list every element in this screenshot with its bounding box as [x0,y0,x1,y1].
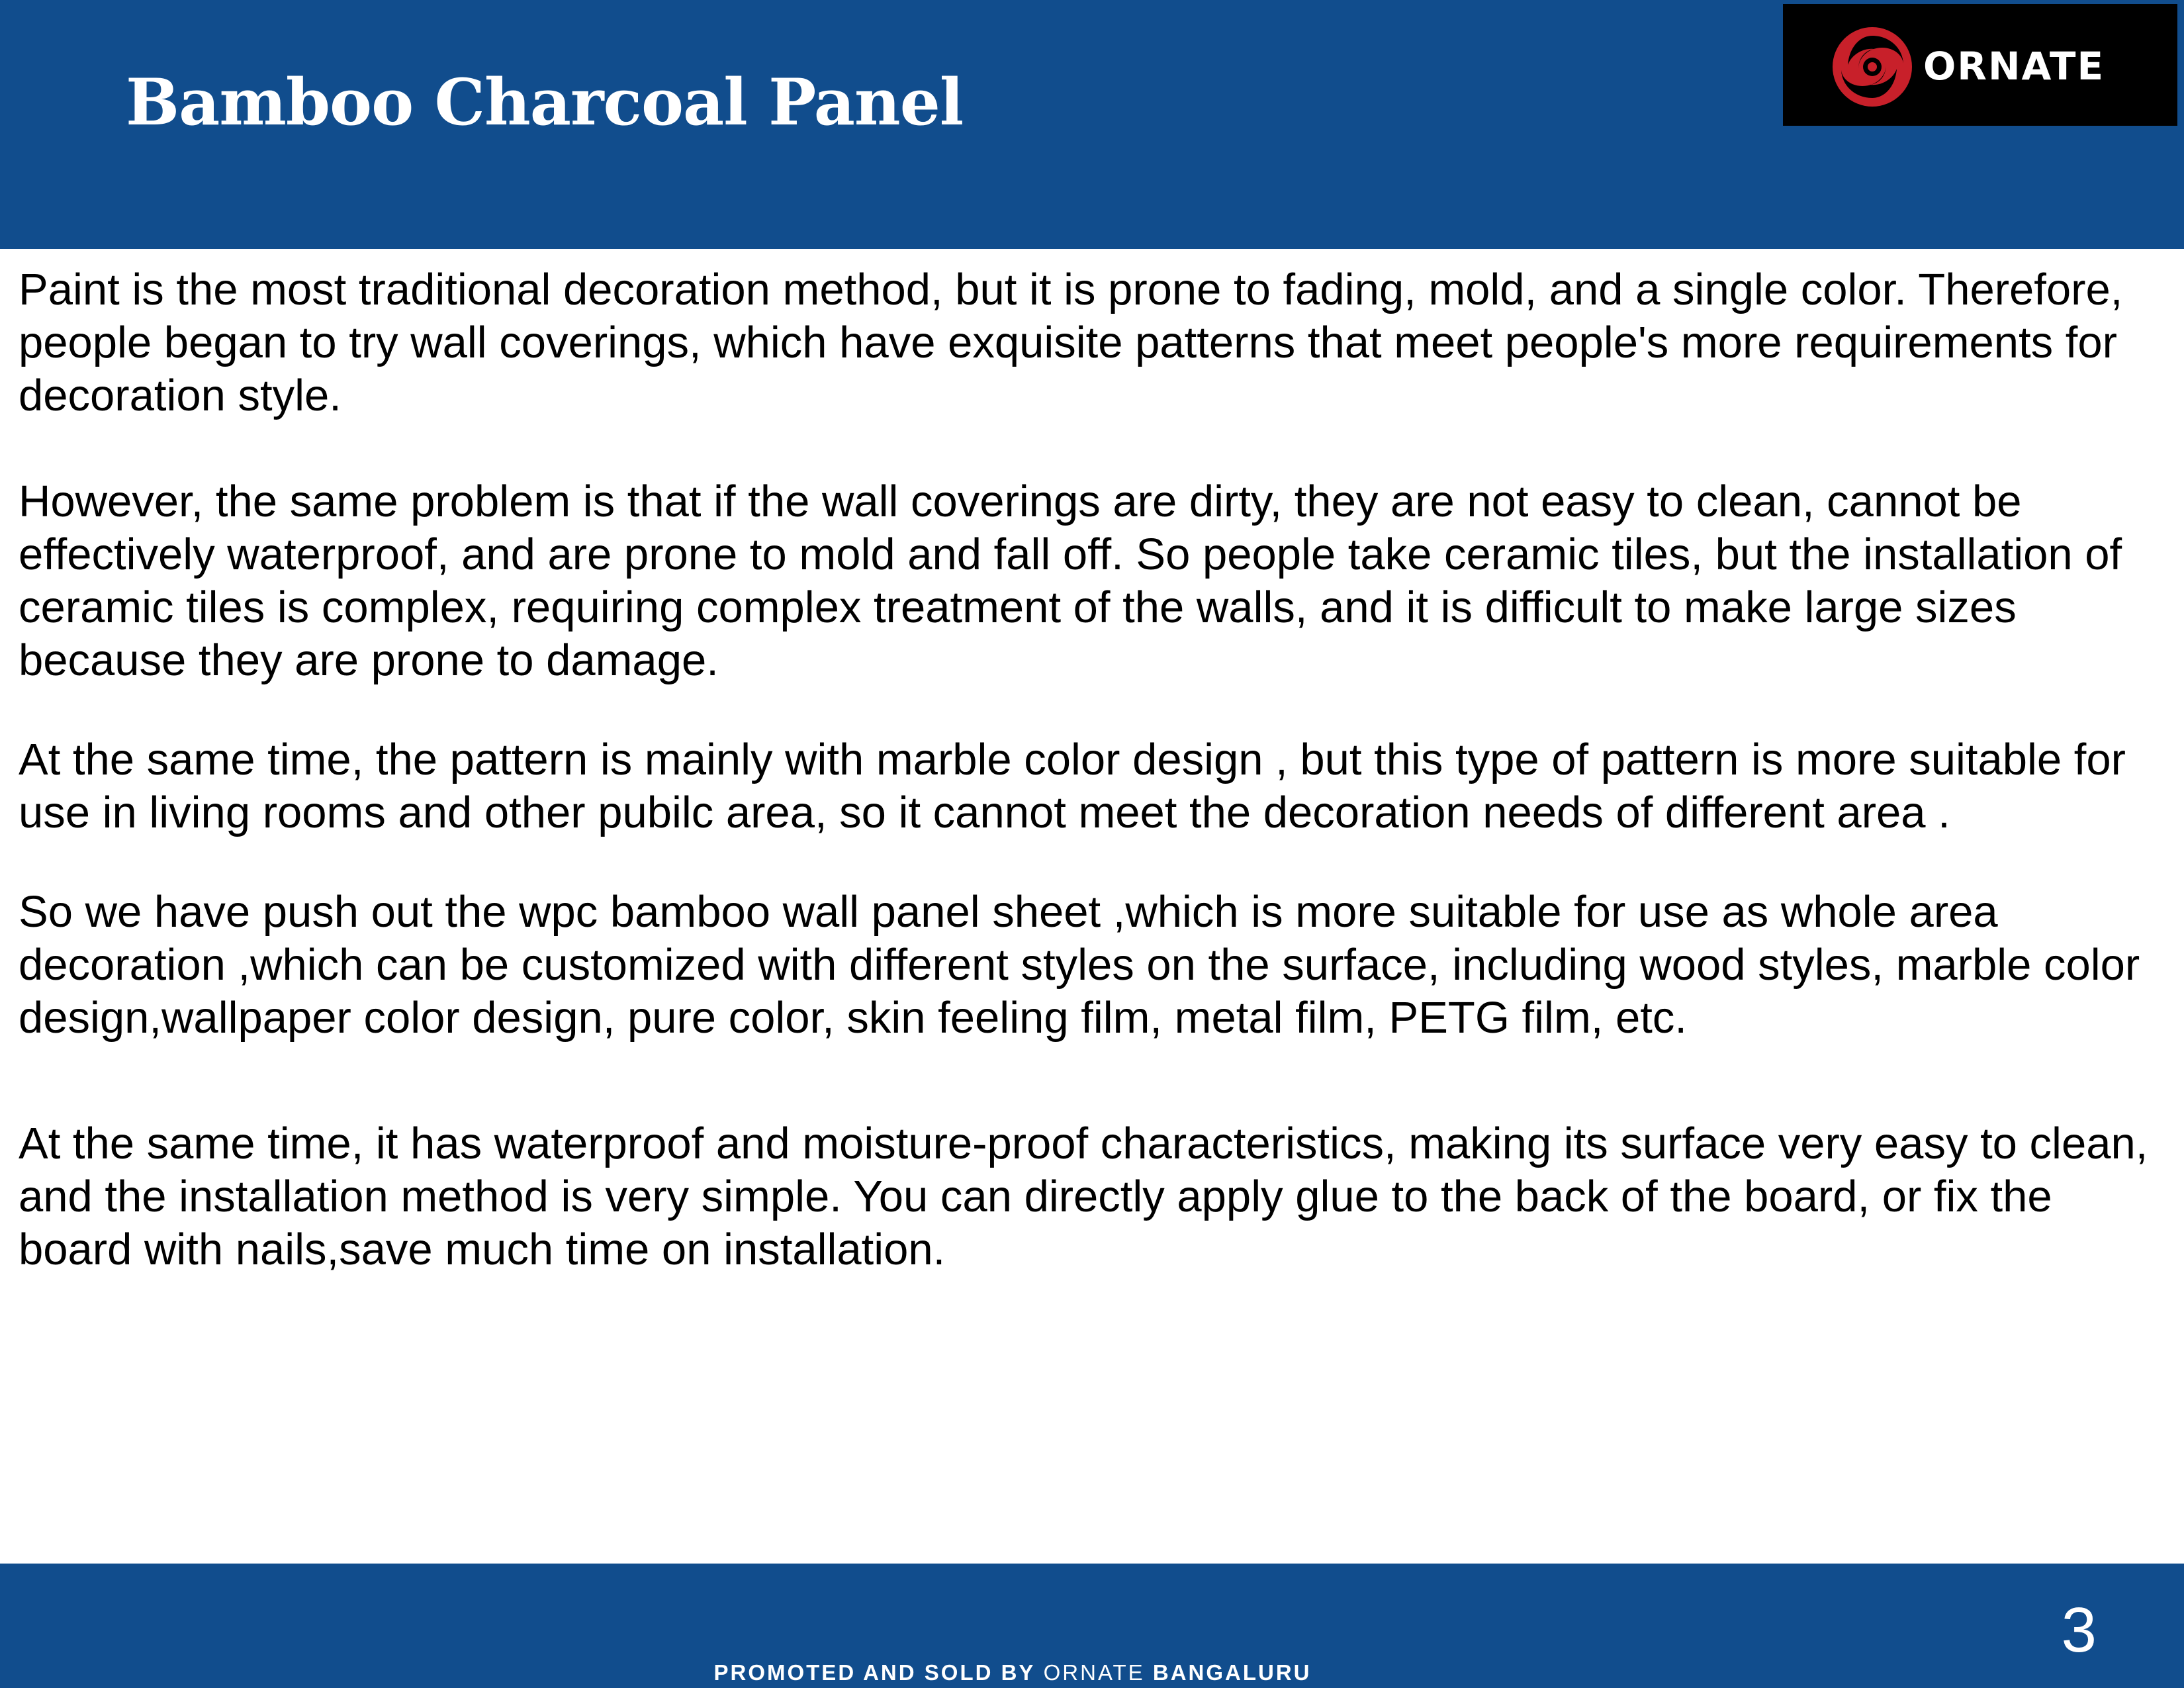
body-text [19,263,2163,1276]
paragraph-5: At the same time, it has waterproof and moisture-proof characteristics, making its surface very easy to clean, and the installation method is very simple. You can directly apply glue to the back of the board, or fix the board with nails,save much time on installation. [19,1119,2148,1274]
slide-title: Bamboo Charcoal Panel [126,65,964,140]
footer-promo [0,1660,2025,1685]
ornate-swirl-logo-icon [1829,24,1915,110]
header-band [0,0,2184,249]
promo-brand: ORNATE [1043,1660,1145,1685]
footer-band [0,1564,2184,1688]
page-number: 3 [2061,1595,2097,1665]
ornate-logo [1783,4,2177,126]
promo-prefix: PROMOTED AND SOLD BY [713,1660,1036,1685]
paragraph-1: Paint is the most traditional decoration method, but it is prone to fading, mold, and a single color. Therefore, people began to try wall coverings, which have exquisite patterns that meet people's more requirements for decoration style. [19,265,2123,420]
logo-wordmark: ORNATE [1923,44,2105,89]
paragraph-2: However, the same problem is that if the wall coverings are dirty, they are not easy to clean, cannot be effectively waterproof, and are prone to mold and fall off. So people take ceramic tiles, but the installation of ceramic tiles is complex, requiring complex treatment of the walls, and it is difficult to make large sizes because they are prone to damage. [19,477,2122,685]
paragraph-4: So we have push out the wpc bamboo wall panel sheet ,which is more suitable for use as whole area decoration ,which can be customized with different styles on the surface, including wood styles, marble color design,wallpaper color design, pure color, skin feeling film, metal film, PETG film, etc. [19,887,2140,1043]
promo-suffix: BANGALURU [1152,1660,1312,1685]
paragraph-3: At the same time, the pattern is mainly with marble color design , but this type of pattern is more suitable for use in living rooms and other pubilc area, so it cannot meet the decoration needs of different area . [19,735,2126,837]
